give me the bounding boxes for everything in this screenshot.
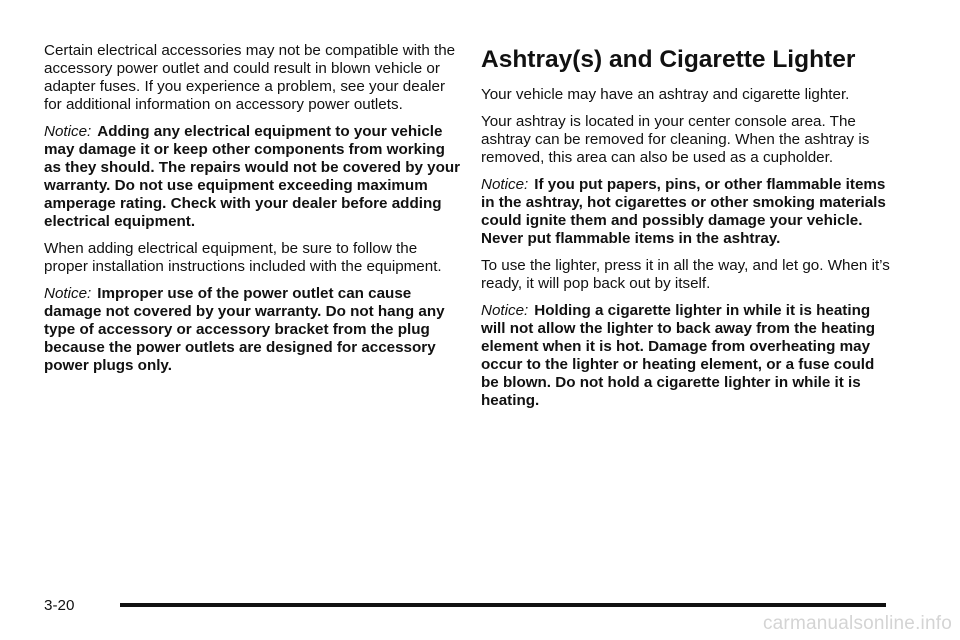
page-number: 3-20 xyxy=(44,597,75,614)
watermark: carmanualsonline.info xyxy=(762,613,952,634)
section-heading: Ashtray(s) and Cigarette Lighter xyxy=(481,46,856,73)
notice-text: If you put papers, pins, or other flammable items in the ashtray, hot cigarettes or other smoking materials could ignite them and possibly damage your vehicle. Never put flammable items in the ashtray. xyxy=(481,176,886,247)
notice-power-outlet xyxy=(44,285,464,375)
notice-lighter-heating xyxy=(481,302,896,410)
lighter-usage-paragraph: To use the lighter, press it in all the way, and let go. When it’s ready, it will pop back out by itself. xyxy=(481,257,890,292)
ashtray-intro-paragraph: Your vehicle may have an ashtray and cigarette lighter. xyxy=(481,86,850,103)
notice-electrical-equipment xyxy=(44,123,464,231)
notice-label: Notice: xyxy=(481,302,529,319)
notice-text: Adding any electrical equipment to your vehicle may damage it or keep other components from working as they should. The repairs would not be covered by your warranty. Do not use equipment exceeding maximum amperage rating. Check with your dealer before adding electrical equipment. xyxy=(44,123,461,230)
notice-text: Improper use of the power outlet can cause damage not covered by your warranty. Do not hang any type of accessory or accessory bracket from the plug because the power outlets are designed for accessory power plugs only. xyxy=(44,285,445,374)
accessory-compatibility-paragraph: Certain electrical accessories may not be compatible with the accessory power outlet and could result in blown vehicle or adapter fuses. If you experience a problem, see your dealer for additional information on accessory power outlets. xyxy=(44,42,456,113)
notice-label: Notice: xyxy=(481,176,529,193)
notice-flammable-items xyxy=(481,176,896,248)
notice-label: Notice: xyxy=(44,123,92,140)
notice-label: Notice: xyxy=(44,285,92,302)
footer-rule xyxy=(120,603,886,607)
left-column xyxy=(44,42,464,384)
ashtray-location-paragraph: Your ashtray is located in your center console area. The ashtray can be removed for cleaning. When the ashtray is removed, this area can also be used as a cupholder. xyxy=(481,113,870,166)
notice-text: Holding a cigarette lighter in while it is heating will not allow the lighter to back away from the heating element when it is hot. Damage from overheating may occur to the lighter or heating element, or a fuse could be blown. Do not hold a cigarette lighter in while it is heating. xyxy=(481,302,876,409)
right-column xyxy=(481,42,896,419)
installation-instructions-paragraph: When adding electrical equipment, be sure to follow the proper installation instructions included with the equipment. xyxy=(44,240,442,275)
